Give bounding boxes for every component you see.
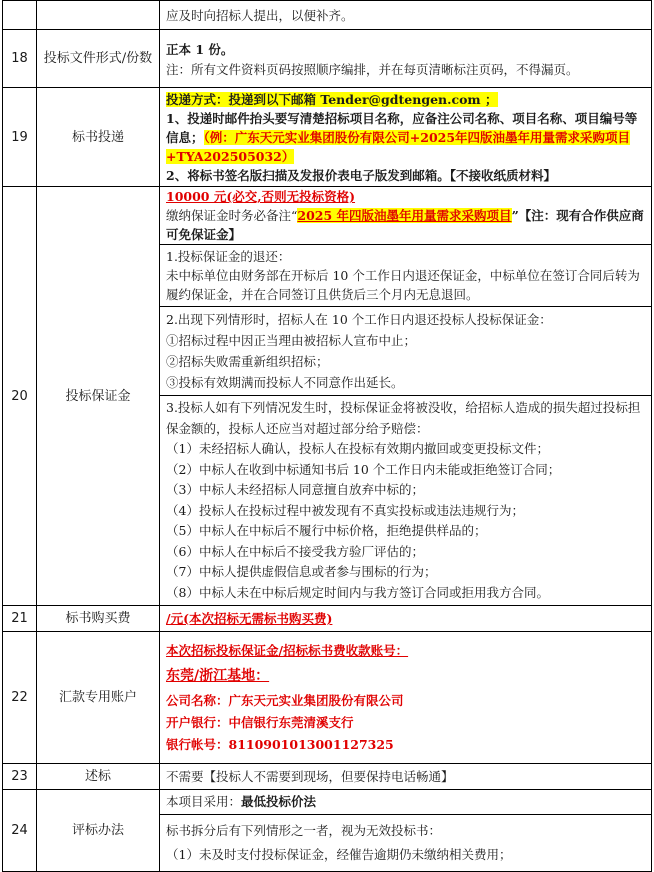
table-row bbox=[3, 632, 652, 764]
row-label bbox=[37, 1, 160, 30]
row-label: 述标 bbox=[37, 764, 160, 790]
row-content bbox=[160, 632, 652, 764]
forfeit-block bbox=[160, 395, 651, 605]
row-label: 投标保证金 bbox=[37, 187, 160, 606]
account-heading: 本次招标投标保证金/招标标书费收款账号： bbox=[166, 642, 409, 658]
forfeit-item: （5）中标人在中标后不履行中标价格，拒绝提供样品的； bbox=[166, 523, 487, 538]
forfeit-item: （3）中标人未经招标人同意擅自放弃中标的； bbox=[166, 482, 424, 497]
forfeit-item: （8）中标人未在中标后规定时间内与我方签订合同或拒用我方合同。 bbox=[166, 584, 549, 600]
table-row bbox=[3, 30, 652, 88]
deposit-amount-block bbox=[160, 187, 651, 244]
method-name: 最低投标价法 bbox=[241, 794, 317, 809]
table-row bbox=[3, 606, 652, 632]
row-content bbox=[160, 30, 652, 88]
invalid-heading: 标书拆分后有下列情形之一者，视为无效投标书： bbox=[166, 823, 442, 838]
row-label: 标书购买费 bbox=[37, 606, 160, 632]
example-subject: （例：广东天元实业集团股份有限公司+2025年四版油墨年用量需求采购项目+TYA202505032） bbox=[166, 129, 631, 164]
row-number: 21 bbox=[3, 606, 37, 632]
row-content bbox=[160, 790, 652, 872]
bank-name: 开户银行：中信银行东莞清溪支行 bbox=[166, 714, 354, 730]
condition-item: ②招标失败需重新组织招标； bbox=[166, 354, 329, 369]
copies-line: 正本 1 份。 bbox=[166, 41, 234, 57]
fee-text: /元(本次招标无需标书购买费) bbox=[166, 611, 333, 626]
refund-text: 未中标单位由财务部在开标后 10 个工作日内退还保证金，中标单位在签订合同后转为履约保证金，并在合同签订且供货后三个月内无息退回。 bbox=[166, 268, 640, 302]
row-content bbox=[160, 1, 652, 30]
bank-account: 银行帐号：8110901013001127325 bbox=[166, 736, 394, 752]
forfeit-item: （6）中标人在中标后不接受我方验厂评估的； bbox=[166, 543, 424, 559]
refund-heading: 1.投标保证金的退还： bbox=[166, 249, 291, 264]
table-row bbox=[3, 790, 652, 872]
content-text: 应及时向招标人提出，以便补齐。 bbox=[166, 7, 354, 23]
deposit-amount: 10000 元(必交,否则无投标资格) bbox=[166, 189, 356, 204]
invalid-bid-block bbox=[160, 814, 651, 871]
project-name-remark: 2025 年四版油墨年用量需求采购项目 bbox=[297, 208, 512, 223]
refund-conditions-heading: 2.出现下列情形时，招标人在 10 个工作日内退还投标人投标保证金： bbox=[166, 312, 552, 327]
note-line: 注：所有文件资料页码按照顺序编排，并在每页清晰标注页码，不得漏页。 bbox=[166, 61, 579, 77]
row-content bbox=[160, 88, 652, 187]
table-row bbox=[3, 764, 652, 790]
condition-item: ③投标有效期满而投标人不同意作出延长。 bbox=[166, 375, 404, 390]
delivery-method: 投递方式：投递到以下邮箱 Tender@gdtengen.com ； bbox=[166, 91, 498, 107]
forfeit-heading: 3.投标人如有下列情况发生时，投标保证金将被没收，给招标人造成的损失超过投标担保金额的，投标人还应当对超过部分给予赔偿： bbox=[166, 400, 641, 436]
forfeit-item: （7）中标人提供虚假信息或者参与围标的行为； bbox=[166, 564, 437, 579]
tender-info-table bbox=[2, 0, 652, 872]
row-label: 标书投递 bbox=[37, 88, 160, 187]
base-heading: 东莞/浙江基地： bbox=[166, 667, 270, 684]
refund-block bbox=[160, 244, 651, 306]
refund-conditions-block bbox=[160, 306, 651, 395]
condition-item: ①招标过程中因正当理由被招标人宣布中止； bbox=[166, 333, 417, 348]
table-row bbox=[3, 1, 652, 30]
row-number: 20 bbox=[3, 187, 37, 606]
row-label: 投标文件形式/份数 bbox=[37, 30, 160, 88]
invalid-item: （1）未及时支付投标保证金，经催告逾期仍未缴纳相关费用； bbox=[166, 847, 512, 862]
scan-rule: 2、将标书签名版扫描及发报价表电子版发到邮箱。【不接收纸质材料】 bbox=[166, 167, 556, 183]
table-row bbox=[3, 88, 652, 187]
forfeit-item: （2）中标人在收到中标通知书后 10 个工作日内未能或拒绝签订合同； bbox=[166, 461, 561, 477]
forfeit-item: （1）未经招标人确认，投标人在投标有效期内撤回或变更投标文件； bbox=[166, 441, 549, 456]
forfeit-item: （4）投标人在投标过程中被发现有不真实投标或违法违规行为； bbox=[166, 502, 524, 518]
deposit-remark: 缴纳保证金时务必备注“2025 年四版油墨年用量需求采购项目”【注：现有合作供应商可免保证金】 bbox=[166, 208, 644, 242]
row-label: 评标办法 bbox=[37, 790, 160, 872]
row-content bbox=[160, 187, 652, 606]
row-number: 24 bbox=[3, 790, 37, 872]
table-row bbox=[3, 187, 652, 606]
row-number: 18 bbox=[3, 30, 37, 88]
row-content bbox=[160, 606, 652, 632]
email-subject-rule: 1、投递时邮件抬头要写清楚招标项目名称，应备注公司名称、项目名称、项目编号等信息；（例：广东天元实业集团股份有限公司+2025年四版油墨年用量需求采购项目+TYA202505032） bbox=[166, 110, 638, 164]
row-number: 22 bbox=[3, 632, 37, 764]
evaluation-method: 本项目采用：最低投标价法 bbox=[166, 794, 317, 809]
row-label: 汇款专用账户 bbox=[37, 632, 160, 764]
row-number: 23 bbox=[3, 764, 37, 790]
row-number: 19 bbox=[3, 88, 37, 187]
row-number bbox=[3, 1, 37, 30]
company-name: 公司名称：广东天元实业集团股份有限公司 bbox=[166, 692, 404, 708]
row-content: 不需要【投标人不需要到现场，但要保持电话畅通】 bbox=[160, 764, 652, 790]
